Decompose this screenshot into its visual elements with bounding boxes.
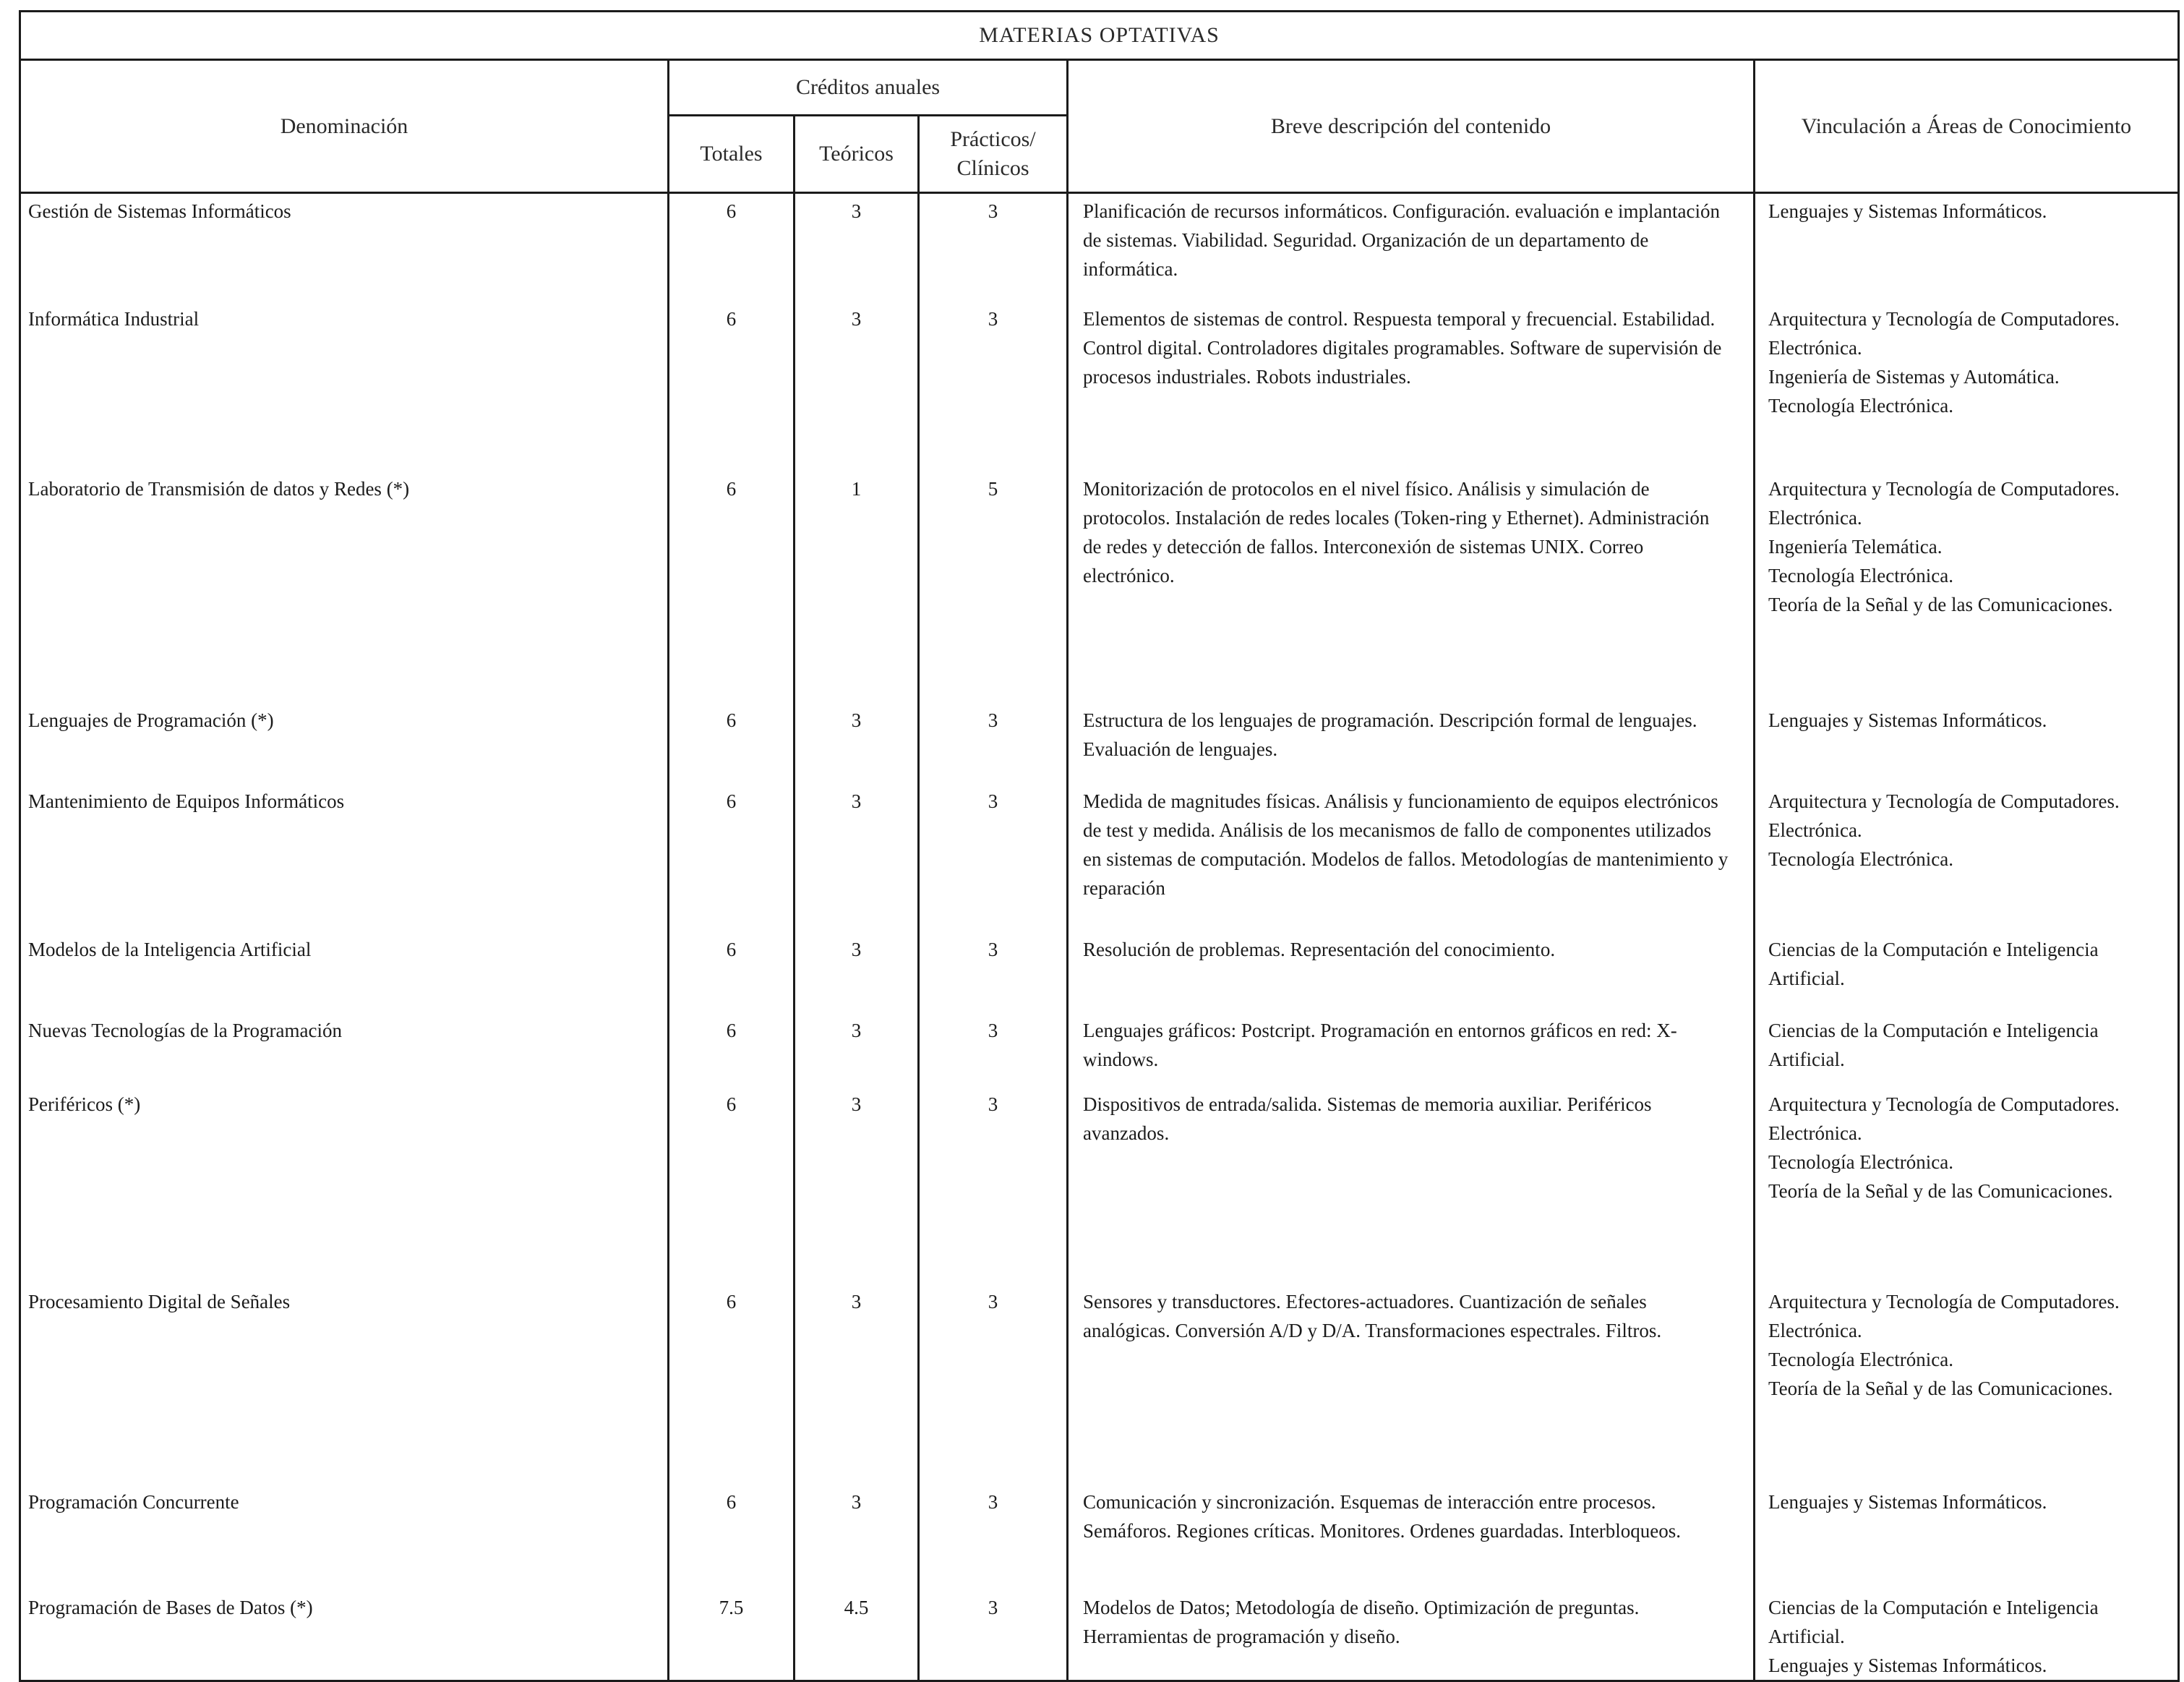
cell-teoricos: 3 [795, 302, 919, 471]
area-de-conocimiento: Lenguajes y Sistemas Informáticos. [1768, 1490, 2047, 1513]
cell-vinculacion [1755, 1087, 2179, 1284]
header-denominacion: Denominación [20, 60, 669, 193]
materias-optativas-table [19, 10, 2180, 1682]
cell-practicos: 3 [919, 1590, 1068, 1681]
cell-descripcion: Sensores y transductores. Efectores-actuadores. Cuantización de señales analógicas. Conversión A/D y D/A. Transformaciones espectrales. Filtros. [1068, 1284, 1755, 1485]
table-row [20, 703, 2179, 784]
cell-teoricos: 3 [795, 932, 919, 1013]
cell-vinculacion [1755, 1485, 2179, 1590]
table-row [20, 1485, 2179, 1590]
cell-denominacion: Modelos de la Inteligencia Artificial [20, 932, 669, 1013]
area-de-conocimiento: Teoría de la Señal y de las Comunicaciones. [1768, 1377, 2113, 1399]
cell-vinculacion [1755, 302, 2179, 471]
cell-teoricos: 3 [795, 1013, 919, 1087]
cell-practicos: 3 [919, 193, 1068, 302]
cell-teoricos: 3 [795, 1485, 919, 1590]
cell-teoricos: 3 [795, 784, 919, 932]
cell-descripcion: Comunicación y sincronización. Esquemas de interacción entre procesos. Semáforos. Regiones críticas. Monitores. Ordenes guardadas. Interbloqueos. [1068, 1485, 1755, 1590]
area-de-conocimiento: Arquitectura y Tecnología de Computadores. [1768, 1093, 2120, 1115]
cell-totales: 6 [669, 1485, 795, 1590]
area-de-conocimiento: Tecnología Electrónica. [1768, 1348, 1953, 1370]
table-row [20, 193, 2179, 302]
area-de-conocimiento: Ingeniería de Sistemas y Automática. [1768, 365, 2060, 388]
cell-descripcion: Planificación de recursos informáticos. Configuración. evaluación e implantación de sistemas. Viabilidad. Seguridad. Organización de un departamento de informática. [1068, 193, 1755, 302]
table-row [20, 1590, 2179, 1681]
cell-denominacion: Informática Industrial [20, 302, 669, 471]
cell-descripcion: Elementos de sistemas de control. Respuesta temporal y frecuencial. Estabilidad. Control digital. Controladores digitales programables. Software de supervisión de procesos industriales. Robots industriales. [1068, 302, 1755, 471]
area-de-conocimiento: Lenguajes y Sistemas Informáticos. [1768, 1654, 2047, 1676]
area-de-conocimiento: Lenguajes y Sistemas Informáticos. [1768, 709, 2047, 731]
cell-denominacion: Programación de Bases de Datos (*) [20, 1590, 669, 1681]
cell-practicos: 3 [919, 932, 1068, 1013]
cell-vinculacion [1755, 1590, 2179, 1681]
area-de-conocimiento: Ciencias de la Computación e Inteligencia Artificial. [1768, 1596, 2099, 1647]
cell-denominacion: Nuevas Tecnologías de la Programación [20, 1013, 669, 1087]
area-de-conocimiento: Electrónica. [1768, 1319, 1862, 1341]
area-de-conocimiento: Arquitectura y Tecnología de Computadores. [1768, 307, 2120, 330]
cell-totales: 6 [669, 932, 795, 1013]
cell-teoricos: 3 [795, 193, 919, 302]
header-descripcion: Breve descripción del contenido [1068, 60, 1755, 193]
cell-descripcion: Resolución de problemas. Representación del conocimiento. [1068, 932, 1755, 1013]
area-de-conocimiento: Ciencias de la Computación e Inteligencia Artificial. [1768, 1019, 2099, 1070]
cell-totales: 6 [669, 471, 795, 703]
cell-practicos: 3 [919, 1013, 1068, 1087]
header-practicos: Prácticos/ Clínicos [919, 116, 1068, 193]
area-de-conocimiento: Ciencias de la Computación e Inteligencia Artificial. [1768, 938, 2099, 989]
cell-descripcion: Medida de magnitudes físicas. Análisis y funcionamiento de equipos electrónicos de test y medida. Análisis de los mecanismos de fallo de componentes utilizados en sistemas de computación. Modelos de fallos. Metodologías de mantenimiento y reparación [1068, 784, 1755, 932]
cell-practicos: 3 [919, 302, 1068, 471]
header-creditos-anuales: Créditos anuales [669, 60, 1068, 116]
area-de-conocimiento: Lenguajes y Sistemas Informáticos. [1768, 200, 2047, 222]
cell-teoricos: 3 [795, 703, 919, 784]
header-totales: Totales [669, 116, 795, 193]
cell-denominacion: Periféricos (*) [20, 1087, 669, 1284]
cell-vinculacion [1755, 193, 2179, 302]
area-de-conocimiento: Teoría de la Señal y de las Comunicaciones. [1768, 1179, 2113, 1202]
table-body [20, 193, 2179, 1681]
cell-vinculacion [1755, 1013, 2179, 1087]
cell-vinculacion [1755, 784, 2179, 932]
cell-totales: 6 [669, 193, 795, 302]
cell-descripcion: Modelos de Datos; Metodología de diseño. Optimización de preguntas. Herramientas de programación y diseño. [1068, 1590, 1755, 1681]
cell-denominacion: Mantenimiento de Equipos Informáticos [20, 784, 669, 932]
cell-vinculacion [1755, 932, 2179, 1013]
table-row [20, 1284, 2179, 1485]
cell-teoricos: 4.5 [795, 1590, 919, 1681]
cell-totales: 6 [669, 703, 795, 784]
cell-teoricos: 3 [795, 1284, 919, 1485]
cell-practicos: 3 [919, 784, 1068, 932]
header-vinculacion: Vinculación a Áreas de Conocimiento [1755, 60, 2179, 193]
cell-totales: 6 [669, 302, 795, 471]
table-row [20, 932, 2179, 1013]
cell-practicos: 3 [919, 1284, 1068, 1485]
cell-descripcion: Monitorización de protocolos en el nivel físico. Análisis y simulación de protocolos. Instalación de redes locales (Token-ring y Ethernet). Administración de redes y detección de fallos. Interconexión de sistemas UNIX. Correo electrónico. [1068, 471, 1755, 703]
area-de-conocimiento: Tecnología Electrónica. [1768, 1150, 1953, 1173]
cell-vinculacion [1755, 471, 2179, 703]
cell-practicos: 5 [919, 471, 1068, 703]
cell-descripcion: Dispositivos de entrada/salida. Sistemas de memoria auxiliar. Periféricos avanzados. [1068, 1087, 1755, 1284]
cell-denominacion: Gestión de Sistemas Informáticos [20, 193, 669, 302]
cell-descripcion: Lenguajes gráficos: Postcript. Programación en entornos gráficos en red: X-windows. [1068, 1013, 1755, 1087]
cell-totales: 6 [669, 1284, 795, 1485]
cell-teoricos: 3 [795, 1087, 919, 1284]
cell-vinculacion [1755, 703, 2179, 784]
table-row [20, 302, 2179, 471]
area-de-conocimiento: Arquitectura y Tecnología de Computadores. [1768, 1290, 2120, 1312]
table-row [20, 1087, 2179, 1284]
cell-denominacion: Procesamiento Digital de Señales [20, 1284, 669, 1485]
table-title: MATERIAS OPTATIVAS [20, 12, 2179, 60]
area-de-conocimiento: Arquitectura y Tecnología de Computadores. [1768, 790, 2120, 812]
table-row [20, 1013, 2179, 1087]
area-de-conocimiento: Electrónica. [1768, 506, 1862, 529]
cell-denominacion: Lenguajes de Programación (*) [20, 703, 669, 784]
cell-descripcion: Estructura de los lenguajes de programación. Descripción formal de lenguajes. Evaluación de lenguajes. [1068, 703, 1755, 784]
cell-practicos: 3 [919, 703, 1068, 784]
area-de-conocimiento: Electrónica. [1768, 819, 1862, 841]
table-row [20, 471, 2179, 703]
area-de-conocimiento: Electrónica. [1768, 1122, 1862, 1144]
area-de-conocimiento: Teoría de la Señal y de las Comunicaciones. [1768, 593, 2113, 615]
area-de-conocimiento: Tecnología Electrónica. [1768, 394, 1953, 417]
cell-totales: 6 [669, 1087, 795, 1284]
area-de-conocimiento: Tecnología Electrónica. [1768, 848, 1953, 870]
cell-denominacion: Programación Concurrente [20, 1485, 669, 1590]
cell-denominacion: Laboratorio de Transmisión de datos y Redes (*) [20, 471, 669, 703]
cell-practicos: 3 [919, 1485, 1068, 1590]
area-de-conocimiento: Ingeniería Telemática. [1768, 535, 1943, 558]
cell-teoricos: 1 [795, 471, 919, 703]
cell-totales: 7.5 [669, 1590, 795, 1681]
table-row [20, 784, 2179, 932]
area-de-conocimiento: Tecnología Electrónica. [1768, 564, 1953, 586]
cell-vinculacion [1755, 1284, 2179, 1485]
document-page [19, 10, 2177, 1678]
area-de-conocimiento: Electrónica. [1768, 336, 1862, 359]
cell-practicos: 3 [919, 1087, 1068, 1284]
cell-totales: 6 [669, 1013, 795, 1087]
area-de-conocimiento: Arquitectura y Tecnología de Computadores. [1768, 477, 2120, 500]
header-teoricos: Teóricos [795, 116, 919, 193]
cell-totales: 6 [669, 784, 795, 932]
